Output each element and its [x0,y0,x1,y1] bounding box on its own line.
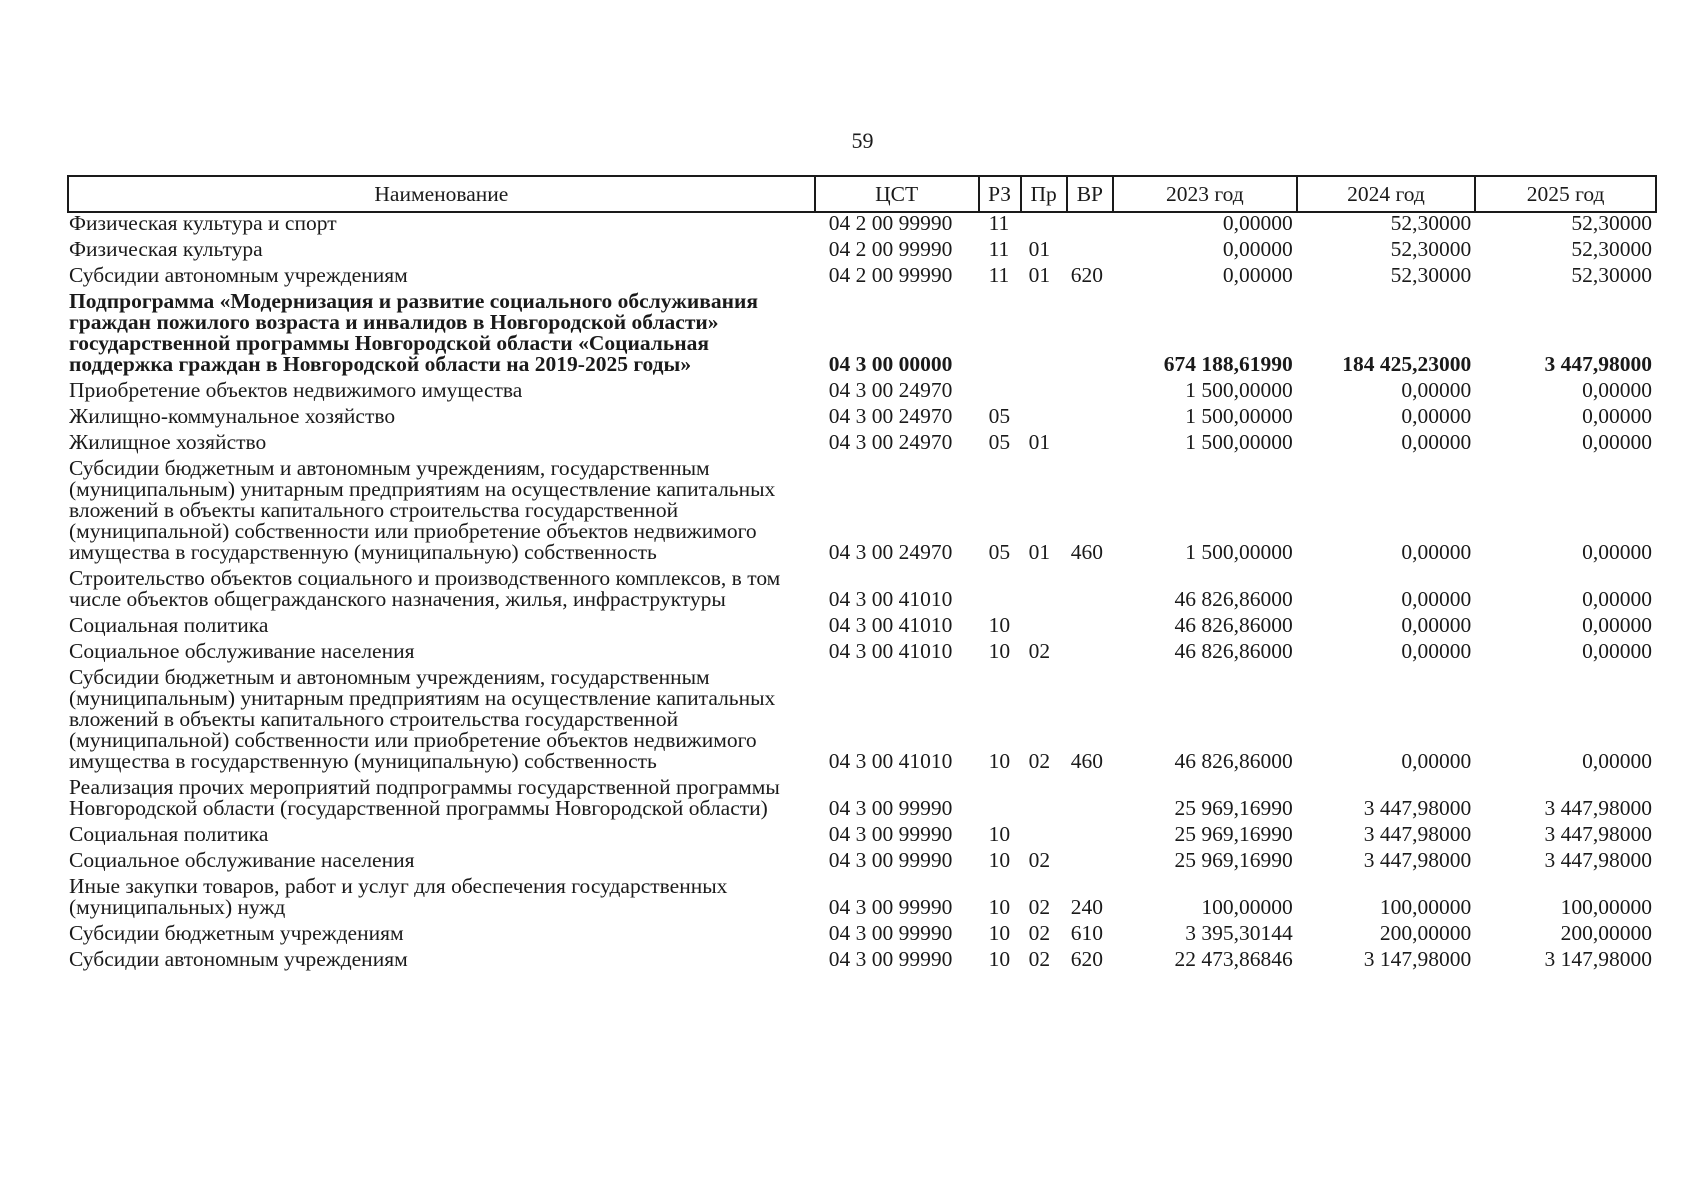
cell-2024: 0,00000 [1401,613,1472,637]
cell-vr: 460 [1070,540,1104,564]
header-rz: РЗ [979,176,1021,212]
cell-cst: 04 3 00 99990 [828,848,953,872]
cell-2024: 3 447,98000 [1363,848,1472,872]
table-row [68,641,1656,667]
cell-name: Иные закупки товаров, работ и услуг для обеспечения государственных (муниципальных) нужд [69,874,728,919]
cell-2025: 200,00000 [1560,921,1652,945]
cell-2024: 3 447,98000 [1363,822,1472,846]
cell-vr [1067,432,1113,458]
cell-2023: 1 500,00000 [1185,540,1293,564]
cell-name: Социальное обслуживание населения [69,639,415,663]
cell-name: Физическая культура [69,237,263,261]
cell-pr [1021,568,1067,615]
cell-2025: 52,30000 [1571,211,1652,235]
table-row [68,432,1656,458]
table-row [68,239,1656,265]
cell-cst: 04 3 00 99990 [828,947,953,971]
cell-2023: 46 826,86000 [1174,639,1293,663]
cell-cst: 04 3 00 24970 [828,540,953,564]
cell-rz: 10 [988,848,1011,872]
cell-rz: 11 [988,263,1010,287]
cell-rz [979,380,1021,406]
cell-2023: 0,00000 [1222,263,1293,287]
cell-rz: 10 [988,749,1011,773]
cell-cst: 04 3 00 99990 [828,822,953,846]
cell-vr: 620 [1070,263,1104,287]
cell-cst: 04 3 00 99990 [828,895,953,919]
cell-2023: 1 500,00000 [1185,430,1293,454]
cell-rz [979,777,1021,824]
cell-rz: 11 [988,237,1010,261]
table-row [68,923,1656,949]
cell-name: Субсидии автономным учреждениям [69,947,408,971]
cell-cst: 04 2 00 99990 [828,211,953,235]
cell-rz: 11 [988,211,1010,235]
header-name: Наименование [68,176,815,212]
cell-2024: 52,30000 [1390,263,1472,287]
cell-2023: 0,00000 [1222,237,1293,261]
table-body [68,212,1656,975]
cell-2024: 3 447,98000 [1363,796,1472,820]
cell-vr: 240 [1070,895,1104,919]
cell-2024: 0,00000 [1401,639,1472,663]
cell-cst: 04 3 00 24970 [828,404,953,428]
cell-2024: 0,00000 [1401,749,1472,773]
cell-vr [1067,212,1113,239]
cell-pr [1021,824,1067,850]
cell-rz: 10 [988,895,1011,919]
cell-cst: 04 3 00 99990 [828,796,953,820]
cell-name: Субсидии бюджетным и автономным учреждениям, государственным (муниципальным) унитарным предприятиям на осуществление капитальных вложений в объекты капитального строительства государственной (муниципальной) собственности или приобретение объектов недвижимого имущества в государственную (муниципальную) собственность [69,456,776,564]
cell-pr [1021,406,1067,432]
cell-name: Социальное обслуживание населения [69,848,415,872]
cell-cst: 04 3 00 00000 [828,352,953,376]
cell-name: Социальная политика [69,613,269,637]
cell-2025: 3 147,98000 [1544,947,1652,971]
table-row [68,265,1656,291]
cell-2025: 0,00000 [1582,540,1652,564]
cell-cst: 04 2 00 99990 [828,263,953,287]
table-row [68,850,1656,876]
cell-cst: 04 3 00 41010 [828,587,953,611]
cell-2023: 46 826,86000 [1174,613,1293,637]
cell-cst: 04 3 00 41010 [828,613,953,637]
cell-2024: 0,00000 [1401,540,1472,564]
cell-2025: 100,00000 [1560,895,1652,919]
cell-pr [1021,380,1067,406]
cell-rz: 05 [988,540,1011,564]
cell-pr: 02 [1028,848,1051,872]
cell-2024: 0,00000 [1401,378,1472,402]
cell-vr [1067,824,1113,850]
table-row [68,568,1656,615]
cell-2025: 52,30000 [1571,263,1652,287]
cell-vr [1067,615,1113,641]
cell-2023: 25 969,16990 [1174,796,1293,820]
cell-rz [979,568,1021,615]
cell-2023: 46 826,86000 [1174,749,1293,773]
cell-pr [1021,291,1067,380]
cell-2023: 46 826,86000 [1174,587,1293,611]
cell-2024: 200,00000 [1379,921,1472,945]
table-row [68,824,1656,850]
cell-name: Строительство объектов социального и производственного комплексов, в том числе объектов общегражданского назначения, жилья, инфраструктуры [69,566,781,611]
cell-2023: 674 188,61990 [1163,352,1293,376]
header-2024: 2024 год [1297,176,1476,212]
cell-2025: 3 447,98000 [1544,796,1652,820]
cell-2025: 0,00000 [1582,404,1652,428]
cell-2025: 0,00000 [1582,613,1652,637]
cell-pr: 02 [1028,639,1051,663]
cell-2025: 52,30000 [1571,237,1652,261]
cell-2024: 0,00000 [1401,404,1472,428]
cell-pr [1021,212,1067,239]
cell-name: Социальная политика [69,822,269,846]
cell-vr: 620 [1070,947,1104,971]
cell-pr: 02 [1028,947,1051,971]
table-header-row [68,176,1656,212]
cell-vr [1067,239,1113,265]
cell-name: Реализация прочих мероприятий подпрограммы государственной программы Новгородской области (государственной программы Новгородской области) [69,775,780,820]
cell-2025: 3 447,98000 [1544,822,1652,846]
cell-vr [1067,568,1113,615]
cell-cst: 04 3 00 24970 [828,378,953,402]
cell-2023: 25 969,16990 [1174,848,1293,872]
cell-cst: 04 3 00 24970 [828,430,953,454]
table-row [68,615,1656,641]
cell-name: Субсидии бюджетным и автономным учреждениям, государственным (муниципальным) унитарным предприятиям на осуществление капитальных вложений в объекты капитального строительства государственной (муниципальной) собственности или приобретение объектов недвижимого имущества в государственную (муниципальную) собственность [69,665,776,773]
cell-vr [1067,850,1113,876]
cell-2023: 3 395,30144 [1185,921,1293,945]
cell-rz: 10 [988,613,1011,637]
cell-2024: 0,00000 [1401,587,1472,611]
cell-vr [1067,380,1113,406]
cell-pr: 01 [1028,430,1051,454]
cell-name: Физическая культура и спорт [69,211,337,235]
table-row [68,380,1656,406]
cell-cst: 04 3 00 99990 [828,921,953,945]
cell-pr [1021,615,1067,641]
table-row [68,949,1656,975]
cell-name: Жилищное хозяйство [69,430,267,454]
cell-pr: 01 [1028,237,1051,261]
cell-rz: 05 [988,430,1011,454]
cell-name: Приобретение объектов недвижимого имущества [69,378,523,402]
cell-2024: 0,00000 [1401,430,1472,454]
cell-vr [1067,777,1113,824]
cell-vr [1067,406,1113,432]
cell-name: Субсидии бюджетным учреждениям [69,921,404,945]
cell-rz: 05 [988,404,1011,428]
cell-2025: 0,00000 [1582,749,1652,773]
header-vr: ВР [1067,176,1113,212]
table-row [68,212,1656,239]
cell-vr: 610 [1070,921,1104,945]
budget-table [67,175,1657,975]
cell-2024: 100,00000 [1379,895,1472,919]
cell-2023: 1 500,00000 [1185,378,1293,402]
cell-2024: 184 425,23000 [1342,352,1472,376]
table-row [68,291,1656,380]
cell-2023: 0,00000 [1222,211,1293,235]
cell-2025: 0,00000 [1582,587,1652,611]
cell-rz: 10 [988,639,1011,663]
cell-cst: 04 3 00 41010 [828,749,953,773]
cell-2025: 0,00000 [1582,378,1652,402]
cell-2023: 25 969,16990 [1174,822,1293,846]
cell-name: Субсидии автономным учреждениям [69,263,408,287]
table-row [68,667,1656,777]
cell-pr: 02 [1028,749,1051,773]
cell-2025: 3 447,98000 [1544,848,1652,872]
cell-pr: 01 [1028,540,1051,564]
cell-2023: 22 473,86846 [1174,947,1293,971]
cell-pr: 02 [1028,921,1051,945]
cell-2024: 3 147,98000 [1363,947,1472,971]
table-row [68,406,1656,432]
cell-cst: 04 2 00 99990 [828,237,953,261]
header-2025: 2025 год [1475,176,1656,212]
cell-2025: 3 447,98000 [1544,352,1652,376]
cell-rz: 10 [988,822,1011,846]
cell-2025: 0,00000 [1582,639,1652,663]
cell-name: Жилищно-коммунальное хозяйство [69,404,396,428]
cell-2023: 1 500,00000 [1185,404,1293,428]
cell-vr [1067,641,1113,667]
cell-pr [1021,777,1067,824]
cell-2023: 100,00000 [1201,895,1293,919]
header-2023: 2023 год [1113,176,1297,212]
table-row [68,458,1656,568]
cell-cst: 04 3 00 41010 [828,639,953,663]
cell-name: Подпрограмма «Модернизация и развитие социального обслуживания граждан пожилого возраста и инвалидов в Новгородской области» государственной программы Новгородской области «Социальная поддержка граждан в Новгородской области на 2019-2025 годы» [69,289,758,376]
cell-2024: 52,30000 [1390,237,1472,261]
cell-rz: 10 [988,921,1011,945]
cell-vr [1067,291,1113,380]
header-pr: Пр [1021,176,1067,212]
cell-rz [979,291,1021,380]
header-cst: ЦСТ [815,176,979,212]
table-row [68,876,1656,923]
cell-pr: 02 [1028,895,1051,919]
cell-rz: 10 [988,947,1011,971]
cell-2025: 0,00000 [1582,430,1652,454]
cell-vr: 460 [1070,749,1104,773]
page-number: 59 [851,128,874,153]
cell-pr: 01 [1028,263,1051,287]
table-row [68,777,1656,824]
cell-2024: 52,30000 [1390,211,1472,235]
